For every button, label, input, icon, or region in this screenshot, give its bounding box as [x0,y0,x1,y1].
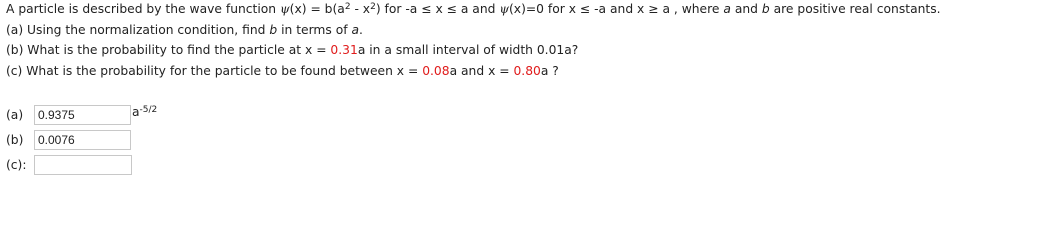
answer-section [6,102,158,177]
variable-b: b [269,22,278,37]
question-a-text: (a) Using the normalization condition, find [6,22,270,37]
variable-b: b [761,2,770,16]
problem-statement [6,0,1054,81]
question-a-text: in terms of [277,22,352,37]
boundary-text: (x)=0 for x ≤ -a and x ≥ a , where [509,2,724,16]
unit-base: a [132,105,140,119]
unit-exponent: -5/2 [139,105,158,115]
range-text: ) for -a ≤ x ≤ a and [375,2,500,16]
lower-bound-value: 0.08 [422,63,450,78]
question-b-text: (b) What is the probability to find the particle at x = [6,43,331,57]
variable-a: a [723,2,731,16]
answer-row-a [6,102,158,127]
question-b-text: a in a small interval of width 0.01a? [357,43,579,57]
psi-symbol: ψ [280,2,290,16]
question-a [6,20,1054,41]
conjunction-text: and [730,2,762,16]
intro-text: A particle is described by the wave function [6,2,281,16]
question-b [6,40,1054,61]
position-value: 0.31 [330,43,358,57]
answer-label-b: (b) [6,132,24,147]
answer-unit-a [132,105,157,119]
intro-tail-text: are positive real constants. [769,2,941,16]
question-a-text: . [359,22,363,37]
answer-row-b [6,127,132,152]
exponent: 2 [370,2,376,12]
problem-intro [6,0,1054,20]
psi-symbol: ψ [499,2,509,16]
answer-input-b[interactable] [34,130,131,150]
answer-input-a[interactable] [34,105,131,125]
answer-row-c [6,152,132,177]
answer-label-a: (a) [6,107,24,122]
question-c-text: (c) What is the probability for the particle to be found between x = [6,63,423,78]
variable-a: a [351,22,360,37]
upper-bound-value: 0.80 [513,63,541,78]
wavefunction-text: (x) = b(a [289,2,345,16]
question-c [6,61,1054,82]
answer-label-c: (c): [6,157,27,172]
question-c-text: a and x = [449,63,514,78]
question-c-text: a ? [540,63,559,78]
exponent: 2 [344,2,351,12]
wavefunction-text: - x [350,2,371,16]
answer-input-c[interactable] [34,155,132,175]
